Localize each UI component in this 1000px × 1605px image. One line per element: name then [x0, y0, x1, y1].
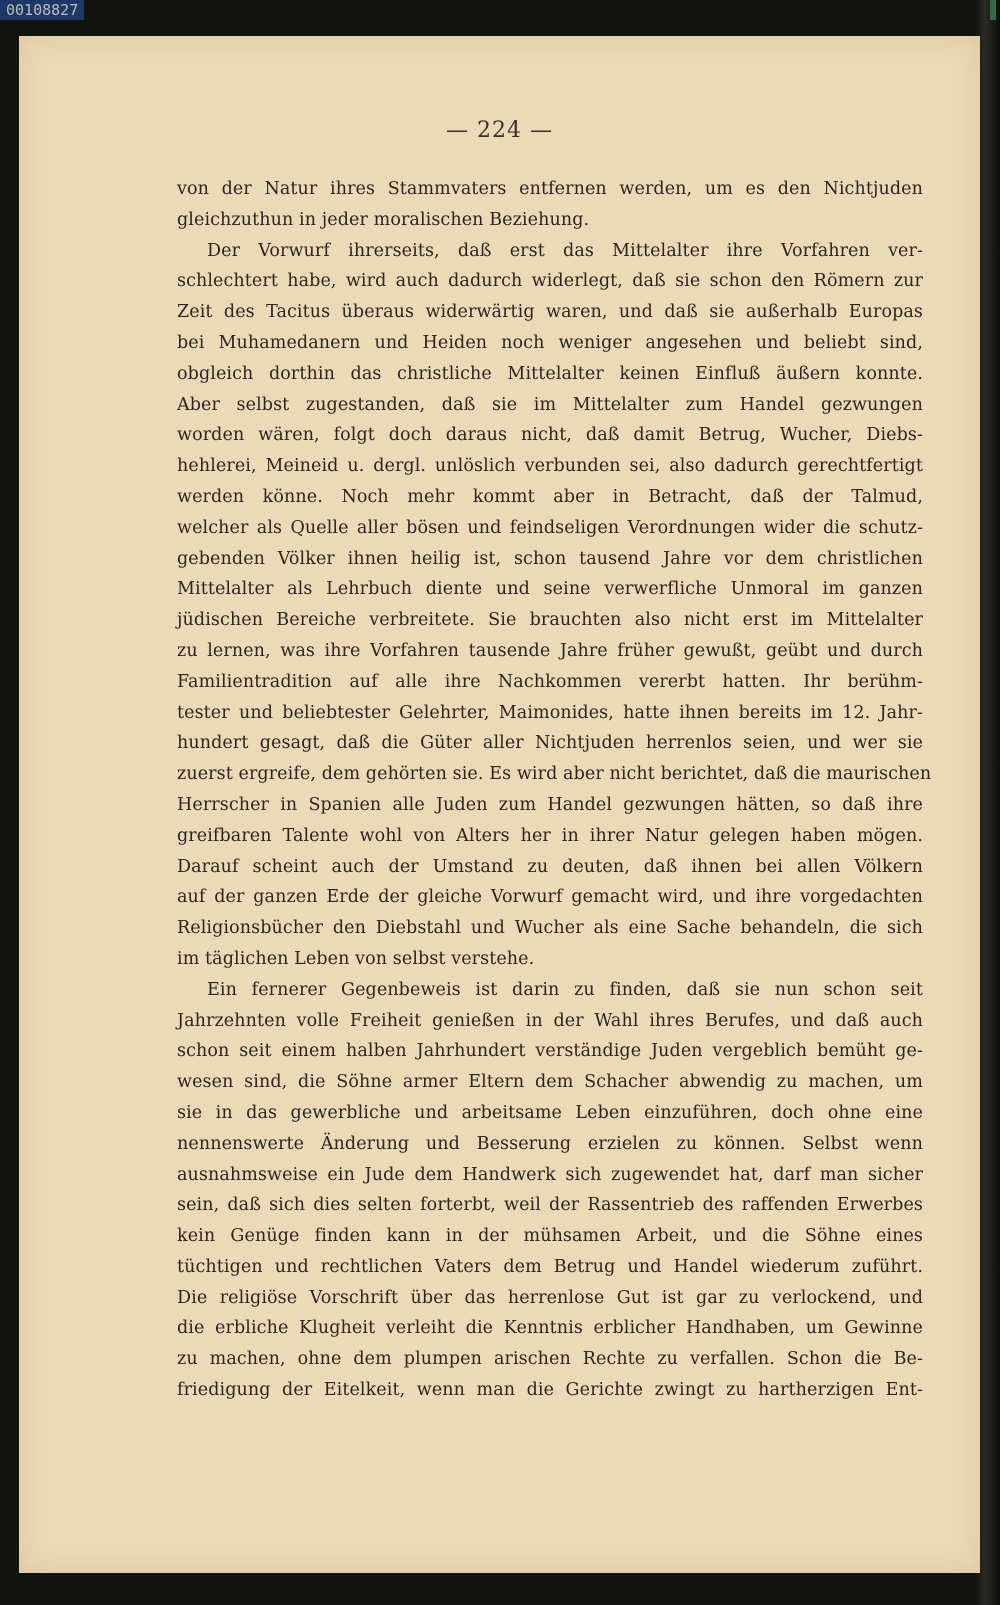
text-line: obgleich dorthin das christliche Mittelalter keinen Einfluß äußern konnte. [177, 363, 923, 384]
text-line: Darauf scheint auch der Umstand zu deuten, daß ihnen bei allen Völkern [177, 856, 923, 877]
scan-id-label: 00108827 [0, 0, 84, 20]
text-line: greifbaren Talente wohl von Alters her in ihrer Natur gelegen haben mögen. [177, 825, 923, 846]
text-line: Der Vorwurf ihrerseits, daß erst das Mittelalter ihre Vorfahren ver- [207, 240, 923, 261]
text-line: werden könne. Noch mehr kommt aber in Betracht, daß der Talmud, [177, 486, 923, 507]
text-line: jüdischen Bereiche verbreitete. Sie brauchten also nicht erst im Mittelalter [177, 610, 923, 631]
text-line: Herrscher in Spanien alle Juden zum Handel gezwungen hätten, so daß ihre [177, 794, 923, 815]
text-line: welcher als Quelle aller bösen und feindseligen Verordnungen wider die schutz- [177, 517, 923, 538]
text-line: Jahrzehnten volle Freiheit genießen in der Wahl ihres Berufes, und daß auch [177, 1010, 923, 1031]
text-line: gleichzuthun in jeder moralischen Beziehung. [177, 209, 590, 230]
page-number: — 224 — [446, 118, 553, 143]
text-line: tester und beliebtester Gelehrter, Maimonides, hatte ihnen bereits im 12. Jahr- [177, 702, 923, 723]
text-line: von der Natur ihres Stammvaters entfernen werden, um es den Nichtjuden [177, 179, 923, 199]
text-line: hehlerei, Meineid u. dergl. unlöslich verbunden sei, also dadurch gerechtfertigt [177, 456, 923, 477]
text-line: hundert gesagt, daß die Güter aller Nichtjuden herrenlos seien, und wer sie [177, 733, 923, 754]
text-line: wesen sind, die Söhne armer Eltern dem Schacher abwendig zu machen, um [177, 1072, 923, 1093]
text-line: auf der ganzen Erde der gleiche Vorwurf gemacht wird, und ihre vorgedachten [177, 887, 923, 908]
text-line: sie in das gewerbliche und arbeitsame Leben einzuführen, doch ohne eine [177, 1102, 923, 1123]
page-body-text [177, 174, 932, 1406]
text-line: zu machen, ohne dem plumpen arischen Rechte zu verfallen. Schon die Be- [177, 1349, 923, 1370]
text-line: Die religiöse Vorschrift über das herrenlose Gut ist gar zu verlockend, und [177, 1287, 923, 1308]
text-line: Religionsbücher den Diebstahl und Wucher als eine Sache behandeln, die sich [177, 918, 923, 939]
text-line: kein Genüge finden kann in der mühsamen Arbeit, und die Söhne eines [177, 1226, 923, 1247]
text-line: im täglichen Leben von selbst verstehe. [177, 948, 535, 969]
text-line: schlechtert habe, wird auch dadurch widerlegt, daß sie schon den Römern zur [177, 271, 923, 292]
scan-edge-marker [990, 0, 996, 20]
text-line: Familientradition auf alle ihre Nachkommen vererbt hatten. Ihr berühm- [177, 671, 923, 692]
text-line: bei Muhamedanern und Heiden noch weniger angesehen und beliebt sind, [177, 332, 923, 353]
text-line: Aber selbst zugestanden, daß sie im Mittelalter zum Handel gezwungen [177, 394, 923, 415]
text-line: worden wären, folgt doch daraus nicht, daß damit Betrug, Wucher, Diebs- [177, 425, 923, 446]
text-line: zu lernen, was ihre Vorfahren tausende Jahre früher gewußt, geübt und durch [177, 640, 923, 661]
text-line: nennenswerte Änderung und Besserung erzielen zu können. Selbst wenn [177, 1133, 923, 1154]
text-line: friedigung der Eitelkeit, wenn man die Gerichte zwingt zu hartherzigen Ent- [177, 1380, 923, 1401]
text-line: Mittelalter als Lehrbuch diente und seine verwerfliche Unmoral im ganzen [177, 579, 923, 600]
text-line: zuerst ergreife, dem gehörten sie. Es wird aber nicht berichtet, daß die maurischen [177, 764, 932, 785]
text-line: die erbliche Klugheit verleiht die Kenntnis erblicher Handhaben, um Gewinne [177, 1318, 923, 1339]
text-line: ausnahmsweise ein Jude dem Handwerk sich zugewendet hat, darf man sicher [177, 1164, 923, 1185]
text-line: Ein fernerer Gegenbeweis ist darin zu finden, daß sie nun schon seit [207, 979, 923, 1000]
text-line: sein, daß sich dies selten forterbt, weil der Rassentrieb des raffenden Erwerbes [177, 1195, 923, 1216]
text-line: gebenden Völker ihnen heilig ist, schon tausend Jahre vor dem christlichen [177, 548, 923, 569]
text-line: Zeit des Tacitus überaus widerwärtig waren, und daß sie außerhalb Europas [177, 302, 923, 323]
text-line: tüchtigen und rechtlichen Vaters dem Betrug und Handel wiederum zuführt. [177, 1256, 923, 1277]
text-line: schon seit einem halben Jahrhundert verständige Juden vergeblich bemüht ge- [177, 1041, 923, 1062]
book-page [19, 36, 980, 1573]
